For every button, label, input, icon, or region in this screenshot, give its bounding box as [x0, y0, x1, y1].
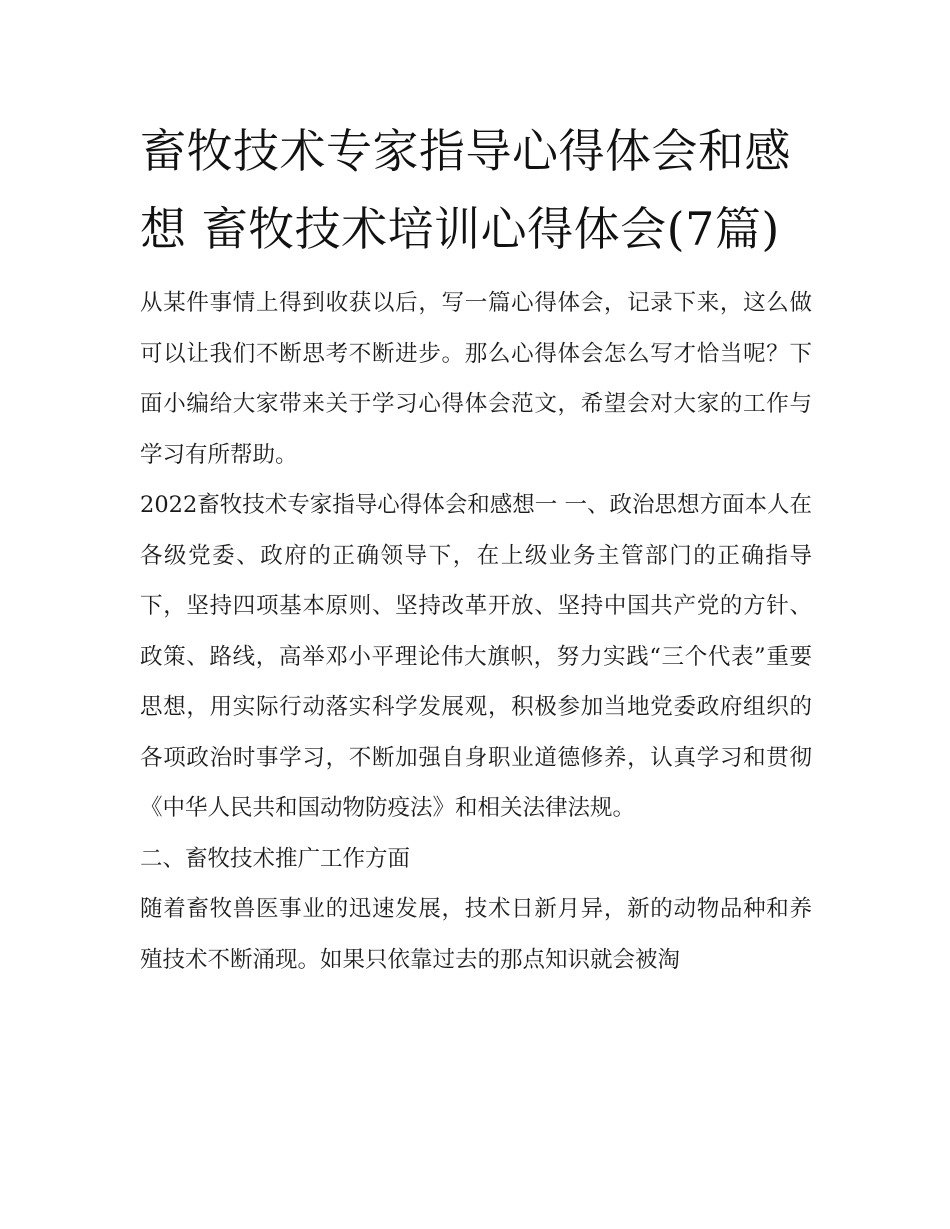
document-title: 畜牧技术专家指导心得体会和感想 畜牧技术培训心得体会(7篇): [140, 124, 791, 256]
paragraph-intro: 从某件事情上得到收获以后，写一篇心得体会，记录下来，这么做可以让我们不断思考不断进步。那么心得体会怎么写才恰当呢？下面小编给大家带来关于学习心得体会范文，希望会对大家的工作与学习有所帮助。: [140, 290, 812, 468]
section-heading-extension: 二、畜牧技术推广工作方面: [140, 845, 411, 872]
paragraph-extension: 随着畜牧兽医事业的迅速发展，技术日新月异，新的动物品种和养殖技术不断涌现。如果只依靠过去的那点知识就会被淘: [140, 896, 812, 973]
paragraph-politics: 2022畜牧技术专家指导心得体会和感想一 一、政治思想方面本人在各级党委、政府的正确领导下，在上级业务主管部门的正确指导下，坚持四项基本原则、坚持改革开放、坚持中国共产党的方针、政策、路线，高举邓小平理论伟大旗帜，努力实践“三个代表”重要思想，用实际行动落实科学发展观，积极参加当地党委政府组织的各项政治时事学习，不断加强自身职业道德修养，认真学习和贯彻《中华人民共和国动物防疫法》和相关法律法规。: [140, 492, 812, 821]
document-body: [140, 112, 812, 985]
